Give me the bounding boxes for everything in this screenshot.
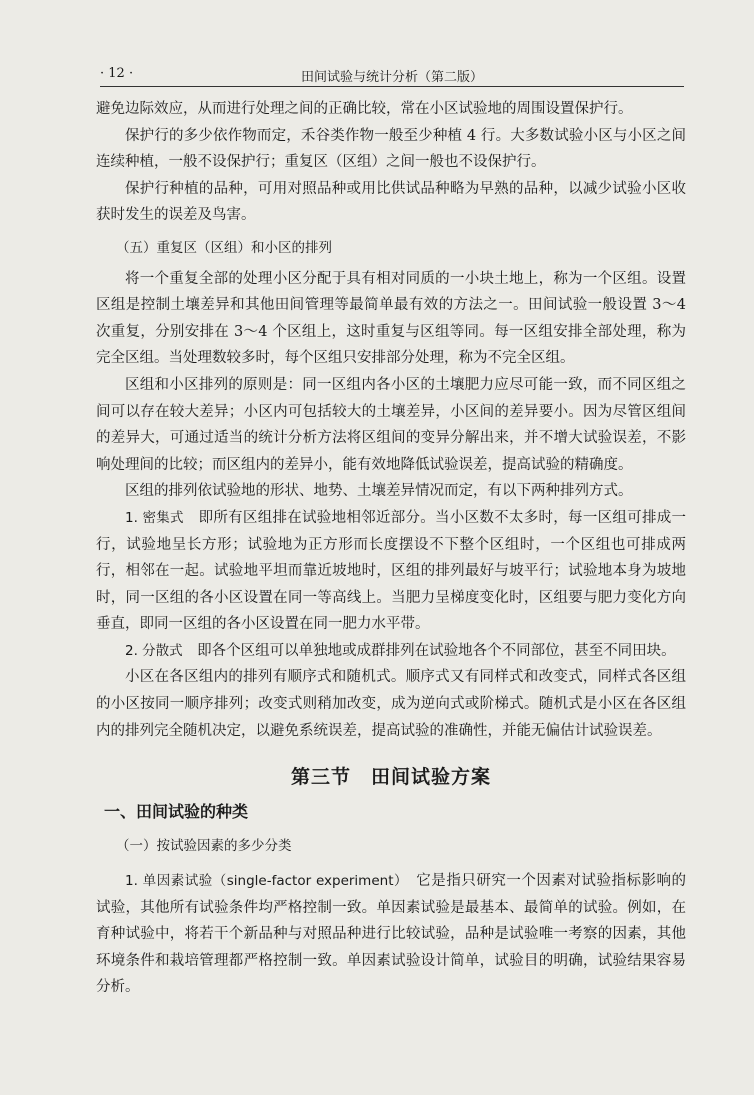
term-label: 1. 单因素试验（single-factor experiment） [125,873,402,890]
heading-level-1: 一、田间试验的种类 [104,801,249,821]
paragraph: 保护行的多少依作物而定，禾谷类作物一般至少种植 4 行。大多数试验小区与小区之间连续种植，一般不设保护行；重复区（区组）之间一般也不设保护行。 [96,127,686,171]
book-title: 田间试验与统计分析（第二版） [300,70,483,85]
paragraph [96,638,686,665]
page-body [96,96,686,1001]
paragraph: 小区在各区组内的排列有顺序式和随机式。顺序式又有同样式和改变式，同样式各区组的小区按同一顺序排列；改变式则稍加改变，成为逆向式或阶梯式。随机式是小区在各区组内的排列完全随机决定，以避免系统误差，提高试验的准确性，并能无偏估计试验误差。 [96,669,686,739]
paragraph: 将一个重复全部的处理小区分配于具有相对同质的一小块土地上，称为一个区组。设置区组是控制土壤差异和其他田间管理等最简单最有效的方法之一。田间试验一般设置 3～4 次重复，分别安排在 3～4 个区组上，这时重复与区组等同。每一区组安排全部处理，称为完全区组。当处理数较多时，每个区组只安排部分处理，称为不完全区组。 [96,270,686,367]
paragraph: 避免边际效应，从而进行处理之间的正确比较，常在小区试验地的周围设置保护行。 [96,101,633,117]
term-label: 1. 密集式 [125,509,184,526]
heading-level-2: （一）按试验因素的多少分类 [116,838,292,855]
term-label: 2. 分散式 [125,642,183,659]
section-title: 第三节 田间试验方案 [290,766,491,789]
paragraph-text: 即各个区组可以单独地或成群排列在试验地各个不同部位，甚至不同田块。 [182,642,676,659]
paragraph: 区组和小区排列的原则是：同一区组内各小区的土壤肥力应尽可能一致，而不同区组之间可以存在较大差异；小区内可包括较大的土壤差异，小区间的差异要小。因为尽管区组间的差异大，可通过适当的统计分析方法将区组间的变异分解出来，并不增大试验误差，不影响处理间的比较；而区组内的差异小，能有效地降低试验误差，提高试验的精确度。 [96,376,686,473]
paragraph: 保护行种植的品种，可用对照品种或用比供试品种略为早熟的品种，以减少试验小区收获时发生的误差及鸟害。 [96,180,686,224]
paragraph [96,868,686,1001]
paragraph-text: 即所有区组排在试验地相邻近部分。当小区数不太多时，每一区组可排成一行，试验地呈长方形；试验地为正方形而长度摆设不下整个区组时，一个区组也可排成两行，相邻在一起。试验地平坦而靠近坡地时，区组的排列最好与坡平行；试验地本身为坡地时，同一区组的各小区设置在同一等高线上。当肥力呈梯度变化时，区组要与肥力变化方向垂直，即同一区组的各小区设置在同一肥力水平带。 [96,509,687,633]
subheading: （五）重复区（区组）和小区的排列 [116,239,332,256]
page-number: · 12 · [100,66,134,81]
paragraph: 区组的排列依试验地的形状、地势、土壤差异情况而定，有以下两种排列方式。 [125,483,633,500]
paragraph [96,505,686,638]
paragraph-text: 它是指只研究一个因素对试验指标影响的试验，其他所有试验条件均严格控制一致。单因素试验是最基本、最简单的试验。例如，在育种试验中，将若干个新品种与对照品种进行比较试验，品种是试验唯一考察的因素，其他环境条件和栽培管理都严格控制一致。单因素试验设计简单，试验目的明确，试验结果容易分析。 [96,873,687,996]
running-header [100,64,684,87]
